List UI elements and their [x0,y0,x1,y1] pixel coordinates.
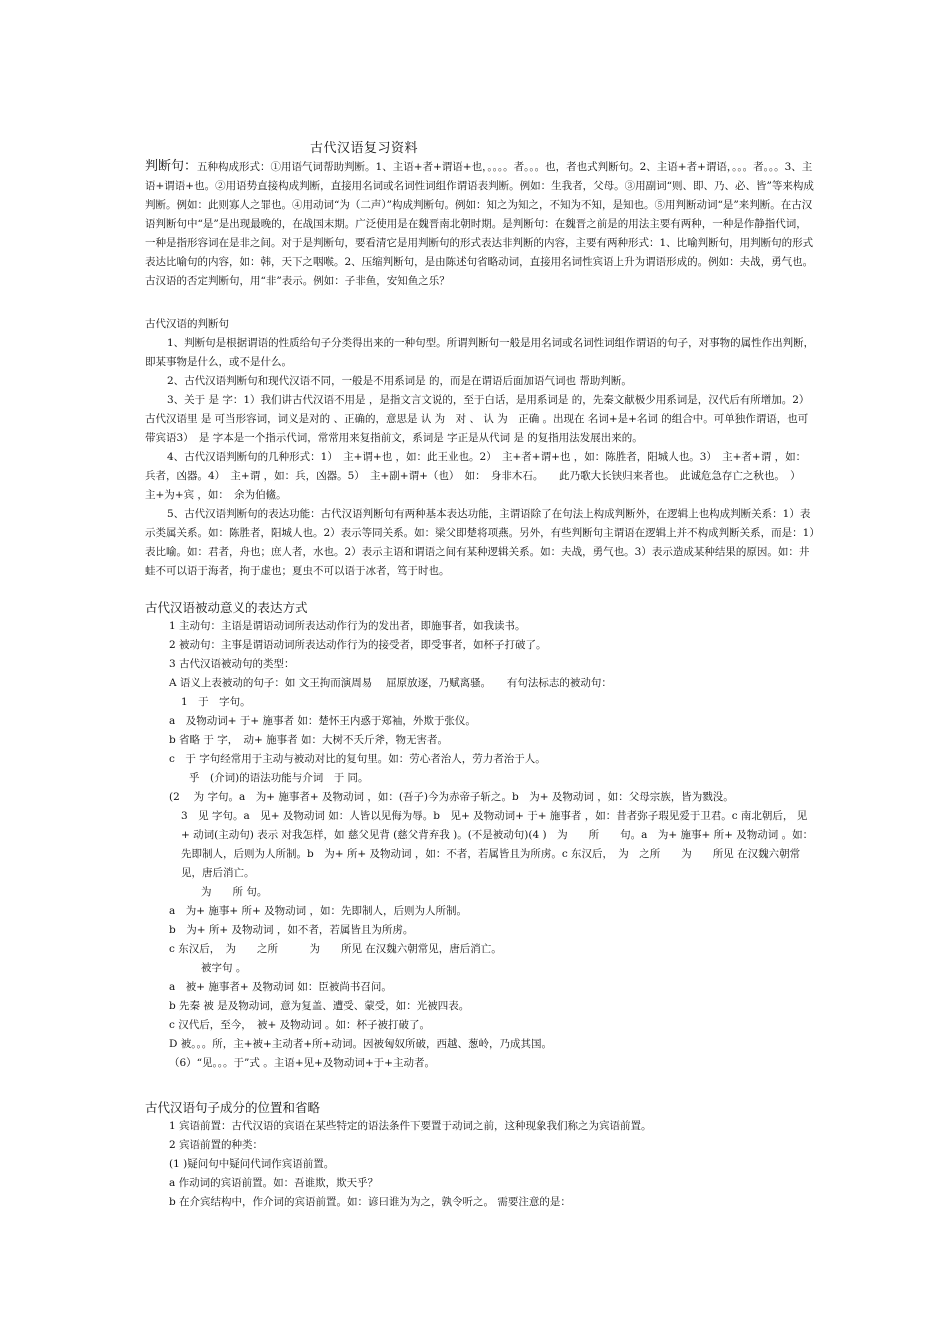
list-item: c 东汉后， 为 之所 为 所见 在汉魏六朝常见，唐后消亡。 [169,943,502,955]
list-item: a 及物动词+ 于+ 施事者 如：楚怀王内惑于郑袖，外欺于张仪。 [169,715,476,727]
list-item: 被字句 。 [201,962,247,974]
list-item: 3、关于 是 字：1）我们讲古代汉语不用是 ，是指文言文说的，至于白话，是用系词是 的，先秦文献极少用系词是，汉代后有所增加。2）古代汉语里 是 可当形容词，词义是对的 、正确的，意思是 认 为 对 、 认 为 正确 。出现在 名词+是+名词 的组合中。可单独作谓语，也可带宾语3） 是 字本是一个指示代词，常常用来复指前文，系词是 字正是从代词 是 的复指用法发展出来的。 [145,394,810,444]
list-item: a 被+ 施事者+ 及物动词 如：臣被尚书召问。 [169,981,392,993]
list-item: b 先秦 被 是及物动词，意为复盖、遭受、蒙受，如：光被四表。 [169,1000,470,1012]
list-item: c 汉代后，至今， 被+ 及物动词 。如：杯子被打破了。 [169,1019,430,1031]
list-item: 2 被动句：主事是谓语动词所表达动作行为的接受者，即受事者，如杯子打破了。 [169,639,547,651]
list-item: 为 所 句。 [201,886,268,898]
list-item: b 在介宾结构中，作介词的宾语前置。如：谚曰谁为为之，孰令听之。 需要注意的是： [169,1196,571,1208]
list-item: 5、古代汉语判断句的表达功能：古代汉语判断句有两种基本表达功能，主谓语除了在句法上构成判断外，在逻辑上也构成判断关系：1）表示类属关系。如：陈胜者，阳城人也。2）表示等同关系。如：梁父即楚将项燕。另外，有些判断句主谓语在逻辑上并不构成判断关系，而是：1）表比喻。如：君者，舟也；庶人者，水也。2）表示主语和谓语之间有某种逻辑关系。如：夫战，勇气也。3）表示造成某种结果的原因。如：井蛙不可以语于海者，拘于虚也；夏虫不可以语于冰者，笃于时也。 [145,508,815,577]
list-item: 1 主动句：主语是谓语动词所表达动作行为的发出者，即施事者，如我读书。 [169,620,526,632]
list-item: 1、判断句是根据谓语的性质给句子分类得出来的一种句型。所谓判断句一般是用名词或名词性词组作谓语的句子，对事物的属性作出判断，即某事物是什么，或不是什么。 [145,337,815,368]
list-item: 2、古代汉语判断句和现代汉语不同，一般是不用系词是 的，而是在谓语后面加语气词也 帮助判断。 [167,375,632,387]
list-item: 1 宾语前置：古代汉语的宾语在某些特定的语法条件下要置于动词之前，这种现象我们称之为宾语前置。 [169,1120,652,1132]
list-item: 3 见 字句。a 见+ 及物动词 如：人皆以见侮为辱。b 见+ 及物动词+ 于+ 施事者 ，如：昔者弥子瑕见爱于卫君。c 南北朝后， 见+ 动词(主动句) 表示 对我怎样，如 慈父见背 (慈父背弃我 )。(不是被动句)(4 ) 为 所 句。a 为+ 施事+ 所+ 及物动词 。如：先即制人，后则为人所制。b 为+ 所+ 及物动词 ，如：不者，若属皆且为所虏。c 东汉后， 为 之所 为 所见 在汉魏六朝常见，唐后消亡。 [181,810,814,879]
section-heading: 古代汉语的判断句 [145,318,229,330]
list-item: a 为+ 施事+ 所+ 及物动词 ，如：先即制人，后则为人所制。 [169,905,468,917]
list-item: (2 为 字句。a 为+ 施事者+ 及物动词 ，如：(吾子)今为赤帝子斩之。b 为+ 及物动词 ，如：父母宗族，皆为戮没。 [169,791,734,803]
section-passive [145,598,815,1073]
list-item: A 语义上表被动的句子：如 文王拘而演周易 屈原放逐，乃赋离骚。 有句法标志的被动句： [169,677,612,689]
list-item: D 被。。。所，主+被+主动者+所+动词。因被匈奴所破，西越、葱岭，乃成其国。 [169,1038,552,1050]
list-item: 乎 (介词)的语法功能与介词 于 同。 [189,772,369,784]
list-item: c 于 字句经常用于主动与被动对比的复句里。如：劳心者治人，劳力者治于人。 [169,753,546,765]
list-item: 2 宾语前置的种类： [169,1139,264,1151]
section-ancient-judgment [145,315,815,581]
section-heading: 古代汉语句子成分的位置和省略 [145,1100,321,1115]
list-item: (1 )疑问句中疑问代词作宾语前置。 [169,1158,335,1170]
section-heading: 古代汉语被动意义的表达方式 [145,600,308,615]
list-item: （6）“见。。。于”式 。主语+见+及物动词+于+主动者。 [169,1057,435,1069]
section-judgment [145,157,829,291]
section-heading: 判断句： [145,159,198,174]
list-item: 3 古代汉语被动句的类型： [169,658,295,670]
doc-title: 古代汉语复习资料 [310,141,419,156]
list-item: 4、古代汉语判断句的几种形式：1） 主+谓+也 ，如：此王业也。2） 主+者+谓+也 ，如：陈胜者，阳城人也。3） 主+者+谓 ，如：兵者，凶器。4） 主+谓 ，如：兵，凶器。5） 主+副+谓+（也） 如： 身非木石。 此乃歌大长铗归来者也。 此诚危急存亡之秋也。 ） 主+为+宾 ，如： 余为伯鯈。 [145,451,807,501]
paragraph-text: 五种构成形式：①用语气词帮助判断。1、主语+者+谓语+也，。。。。者。。。也，者也式判断句。2、主语+者+谓语，。。。者。。。3、主语+谓语+也。②用语势直接构成判断，直接用名词或名词性词组作谓语表判断。例如：生我者，父母。③用副词“则、即、乃、必、皆”等来构成判断。例如：此则寡人之罪也。④用动词“为（二声）”构成判断句。例如：知之为知之，不知为不知，是知也。⑤用判断动词“是”来判断。在古汉语判断句中“是”是出现最晚的，在战国末期。广泛使用是在魏晋南北朝时期。是判断句：在魏晋之前是的用法主要有两种，一种是作静指代词，一种是指形容词在是非之间。对于是判断句，要看清它是用判断句的形式表达非判断的内容，主要有两种形式：1、比喻判断句，用判断句的形式表达比喻句的内容，如：韩，天下之咽喉。2、压缩判断句，是由陈述句省略动词，直接用名词性宾语上升为谓语形成的。例如：夫战，勇气也。 古汉语的否定判断句，用“非”表示。例如：子非鱼，安知鱼之乐？ [145,161,829,287]
list-item: 1 于 字句。 [181,696,251,708]
list-item: a 作动词的宾语前置。如：吾谁欺，欺天乎？ [169,1177,379,1189]
list-item: b 为+ 所+ 及物动词 ，如不者，若属皆且为所虏。 [169,924,414,936]
paragraph [145,157,829,291]
list-item: b 省略 于 字， 动+ 施事者 如：大树不夭斤斧，物无害者。 [169,734,448,746]
section-sentence-components [145,1098,815,1212]
